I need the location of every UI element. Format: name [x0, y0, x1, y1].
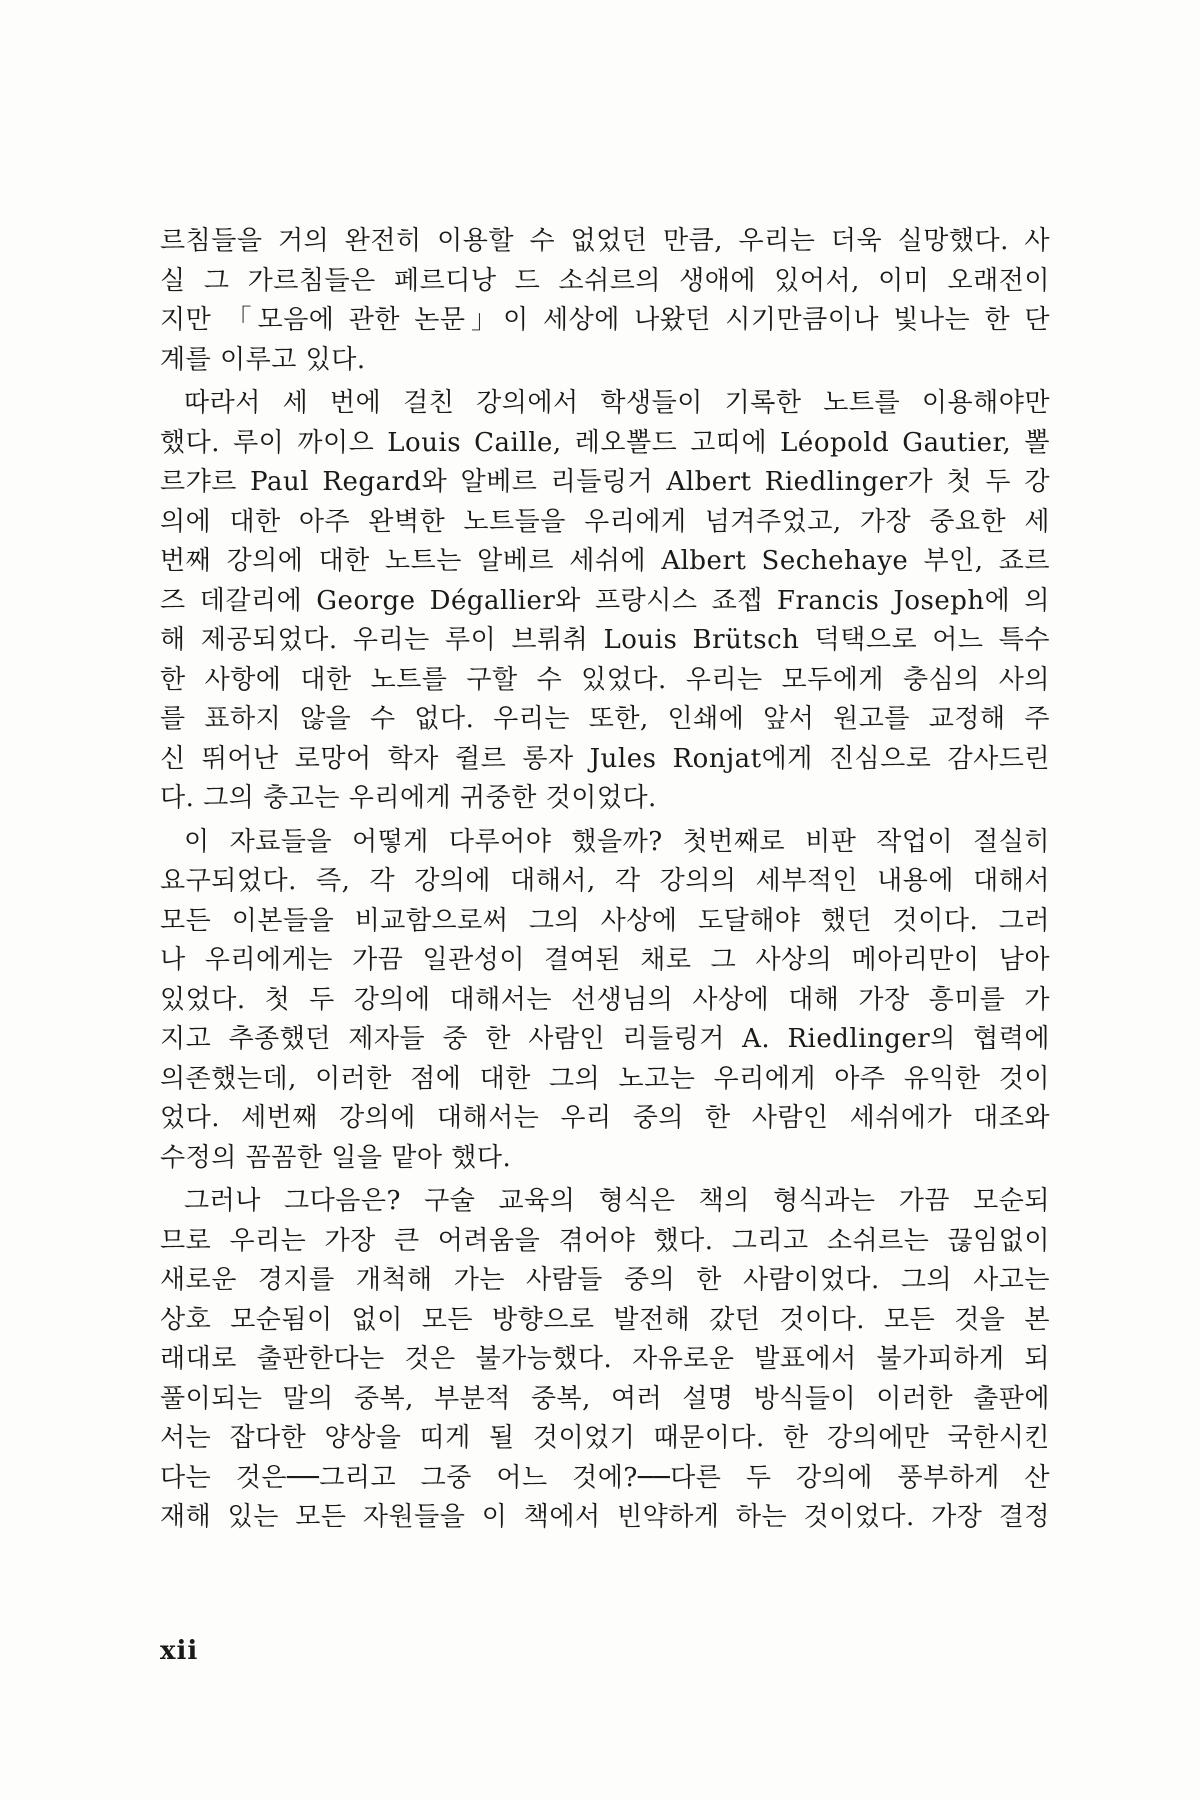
text-line: 래대로 출판한다는 것은 불가능했다. 자유로운 발표에서 불가피하게 되: [160, 1344, 1050, 1374]
text-line: 신 뛰어난 로망어 학자 쥘르 롱자 Jules Ronjat에게 진심으로 감사드린: [160, 743, 1050, 774]
text-line: 풀이되는 말의 중복, 부분적 중복, 여러 설명 방식들이 이러한 출판에: [160, 1383, 1050, 1414]
text-line: 다는 것은──그리고 그중 어느 것에?──다른 두 강의에 풍부하게 산: [160, 1462, 1050, 1493]
text-line: 다. 그의 충고는 우리에게 귀중한 것이었다.: [160, 783, 657, 813]
text-line: 실 그 가르침들은 페르디낭 드 소쉬르의 생애에 있어서, 이미 오래전이: [160, 265, 1050, 296]
text-line: 있었다. 첫 두 강의에 대해서는 선생님의 사상에 대해 가장 흥미를 가: [160, 984, 1050, 1015]
page-number: xii: [160, 1636, 199, 1666]
text-line: 계를 이루고 있다.: [160, 344, 366, 375]
text-line: 나 우리에게는 가끔 일관성이 결여된 채로 그 사상의 메아리만이 남아: [160, 945, 1050, 975]
text-line: 므로 우리는 가장 큰 어려움을 겪어야 했다. 그리고 소쉬르는 끊임없이: [160, 1225, 1050, 1256]
text-line: 모든 이본들을 비교함으로써 그의 사상에 도달해야 했던 것이다. 그러: [160, 905, 1050, 936]
text-line: 었다. 세번째 강의에 대해서는 우리 중의 한 사람인 세쉬에가 대조와: [160, 1103, 1050, 1133]
text-line: 상호 모순됨이 없이 모든 방향으로 발전해 갔던 것이다. 모든 것을 본: [160, 1304, 1050, 1335]
text-line: 의에 대한 아주 완벽한 노트들을 우리에게 넘겨주었고, 가장 중요한 세: [160, 506, 1050, 537]
text-line: 그러나 그다음은? 구술 교육의 형식은 책의 형식과는 가끔 모순되: [184, 1186, 1050, 1216]
text-line: 의존했는데, 이러한 점에 대한 그의 노고는 우리에게 아주 유익한 것이: [160, 1063, 1050, 1094]
text-line: 르갸르 Paul Regard와 알베르 리들링거 Albert Riedlinger가 첫 두 강: [160, 467, 1050, 497]
text-line: 를 표하지 않을 수 없다. 우리는 또한, 인쇄에 앞서 원고를 교정해 주: [160, 704, 1050, 734]
text-line: 지고 추종했던 제자들 중 한 사람인 리들링거 A. Riedlinger의 협력에: [160, 1024, 1050, 1054]
text-line: 즈 데갈리에 George Dégallier와 프랑시스 죠젭 Francis Joseph에 의: [160, 585, 1050, 616]
text-line: 해 제공되었다. 우리는 루이 브뤼취 Louis Brütsch 덕택으로 어느 특수: [160, 625, 1050, 655]
text-line: 재해 있는 모든 자원들을 이 책에서 빈약하게 하는 것이었다. 가장 결정: [160, 1502, 1050, 1532]
text-line: 새로운 경지를 개척해 가는 사람들 중의 한 사람이었다. 그의 사고는: [160, 1265, 1050, 1295]
text-line: 르침들을 거의 완전히 이용할 수 없었던 만큼, 우리는 더욱 실망했다. 사: [160, 226, 1050, 256]
text-line: 했다. 루이 까이으 Louis Caille, 레오뽈드 고띠에 Léopold Gautier, 뽈: [160, 427, 1050, 458]
text-line: 수정의 꼼꼼한 일을 맡아 했다.: [160, 1142, 512, 1173]
text-line: 요구되었다. 즉, 각 강의에 대해서, 각 강의의 세부적인 내용에 대해서: [160, 866, 1050, 896]
text-line: 이 자료들을 어떻게 다루어야 했을까? 첫번째로 비판 작업이 절실히: [184, 826, 1050, 857]
body-text: [160, 222, 1050, 1538]
text-line: 서는 잡다한 양상을 띠게 될 것이었기 때문이다. 한 강의에만 국한시킨: [160, 1423, 1050, 1453]
text-line: 따라서 세 번에 걸친 강의에서 학생들이 기록한 노트를 이용해야만: [184, 388, 1050, 418]
text-line: 한 사항에 대한 노트를 구할 수 있었다. 우리는 모두에게 충심의 사의: [160, 664, 1050, 695]
text-line: 번째 강의에 대한 노트는 알베르 세쉬에 Albert Sechehaye 부인, 죠르: [160, 546, 1050, 576]
text-line: 지만 「모음에 관한 논문」이 세상에 나왔던 시기만큼이나 빛나는 한 단: [160, 305, 1050, 335]
